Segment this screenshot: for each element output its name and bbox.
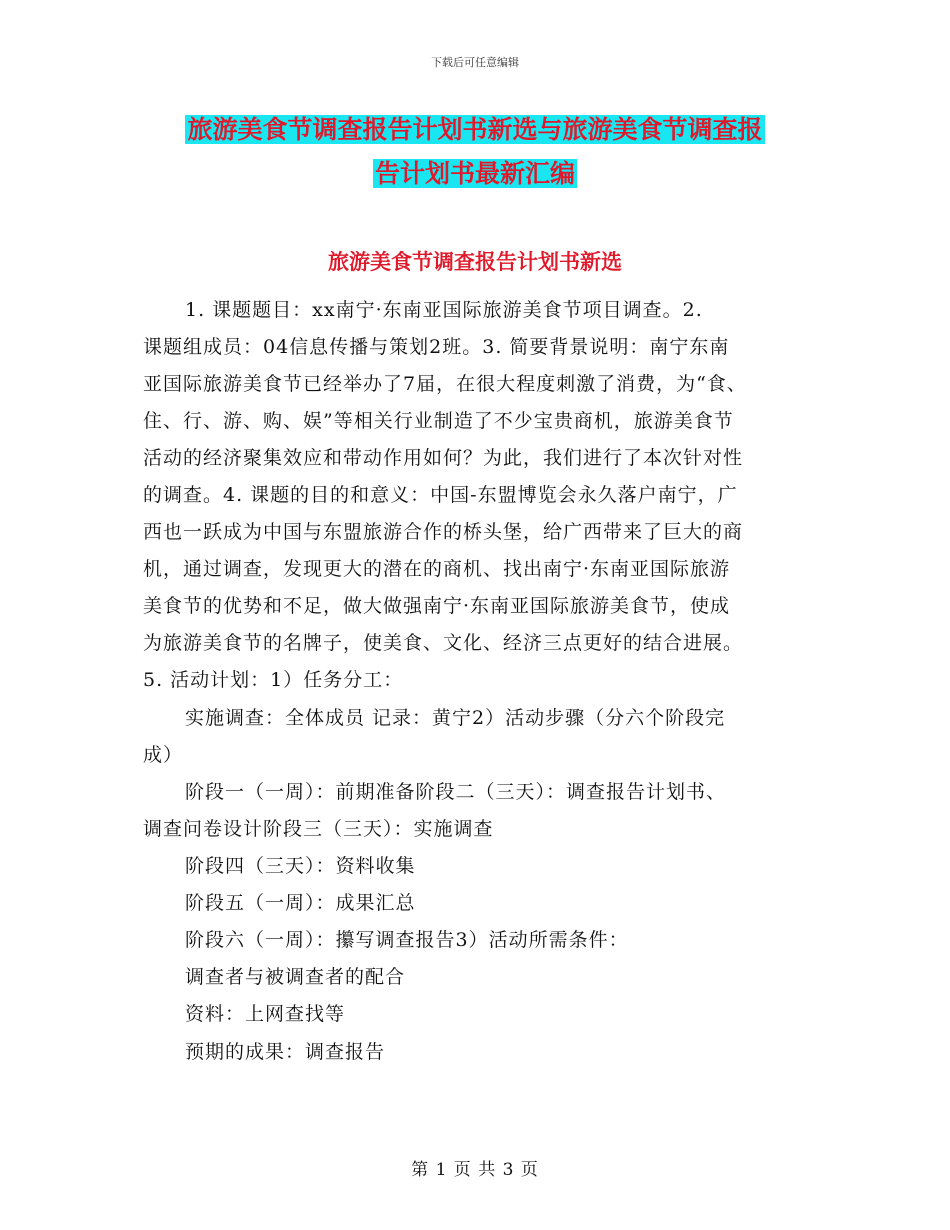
- body-line: 预期的成果：调查报告: [185, 1041, 386, 1063]
- body-line: 活动的经济聚集效应和带动作用如何？为此，我们进行了本次针对性: [143, 447, 744, 469]
- section-title: 旅游美食节调查报告计划书新选: [328, 249, 622, 274]
- body-line: 西也一跃成为中国与东盟旅游合作的桥头堡，给广西带来了巨大的商: [143, 521, 744, 543]
- body-line: 为旅游美食节的名牌子，使美食、文化、经济三点更好的结合进展。: [143, 632, 744, 654]
- body-line: 阶段五（一周）：成果汇总: [185, 892, 416, 914]
- body-line: 住、行、游、购、娱”等相关行业制造了不少宝贵商机，旅游美食节: [143, 410, 734, 432]
- body-line: 阶段四（三天）：资料收集: [185, 855, 416, 877]
- body-line: 1. 课题题目：xx南宁·东南亚国际旅游美食节项目调查。2.: [185, 299, 703, 321]
- body-line: 阶段一（一周）：前期准备阶段二（三天）：调查报告计划书、: [185, 781, 727, 803]
- body-line: 课题组成员：04信息传播与策划2班。3. 简要背景说明：南宁东南: [143, 336, 730, 358]
- body-line: 调查者与被调查者的配合: [185, 966, 406, 988]
- body-line: 实施调查：全体成员 记录：黄宁2）活动步骤（分六个阶段完: [185, 707, 726, 729]
- body-line: 5. 活动计划：1）任务分工：: [143, 669, 404, 691]
- download-note: 下载后可任意编辑: [431, 56, 519, 69]
- body-line: 机，通过调查，发现更大的潜在的商机、找出南宁·东南亚国际旅游: [143, 558, 731, 580]
- body-line: 调查问卷设计阶段三（三天）：实施调查: [143, 818, 494, 840]
- body-line: 亚国际旅游美食节已经举办了7届，在很大程度刺激了消费，为“食、: [143, 373, 747, 395]
- body-line: 阶段六（一周）：攥写调查报告3）活动所需条件：: [185, 929, 629, 951]
- document-title-line-2: 告计划书最新汇编: [374, 159, 575, 188]
- body-line: 成）: [143, 744, 184, 766]
- document-title-line-1: 旅游美食节调查报告计划书新选与旅游美食节调查报: [187, 115, 763, 144]
- body-line: 美食节的优势和不足，做大做强南宁·东南亚国际旅游美食节，使成: [143, 595, 731, 617]
- body-line: 资料：上网查找等: [185, 1003, 346, 1025]
- page-number: 第 1 页 共 3 页: [411, 1160, 539, 1180]
- body-line: 的调查。4. 课题的目的和意义：中国-东盟博览会永久落户南宁，广: [143, 484, 738, 506]
